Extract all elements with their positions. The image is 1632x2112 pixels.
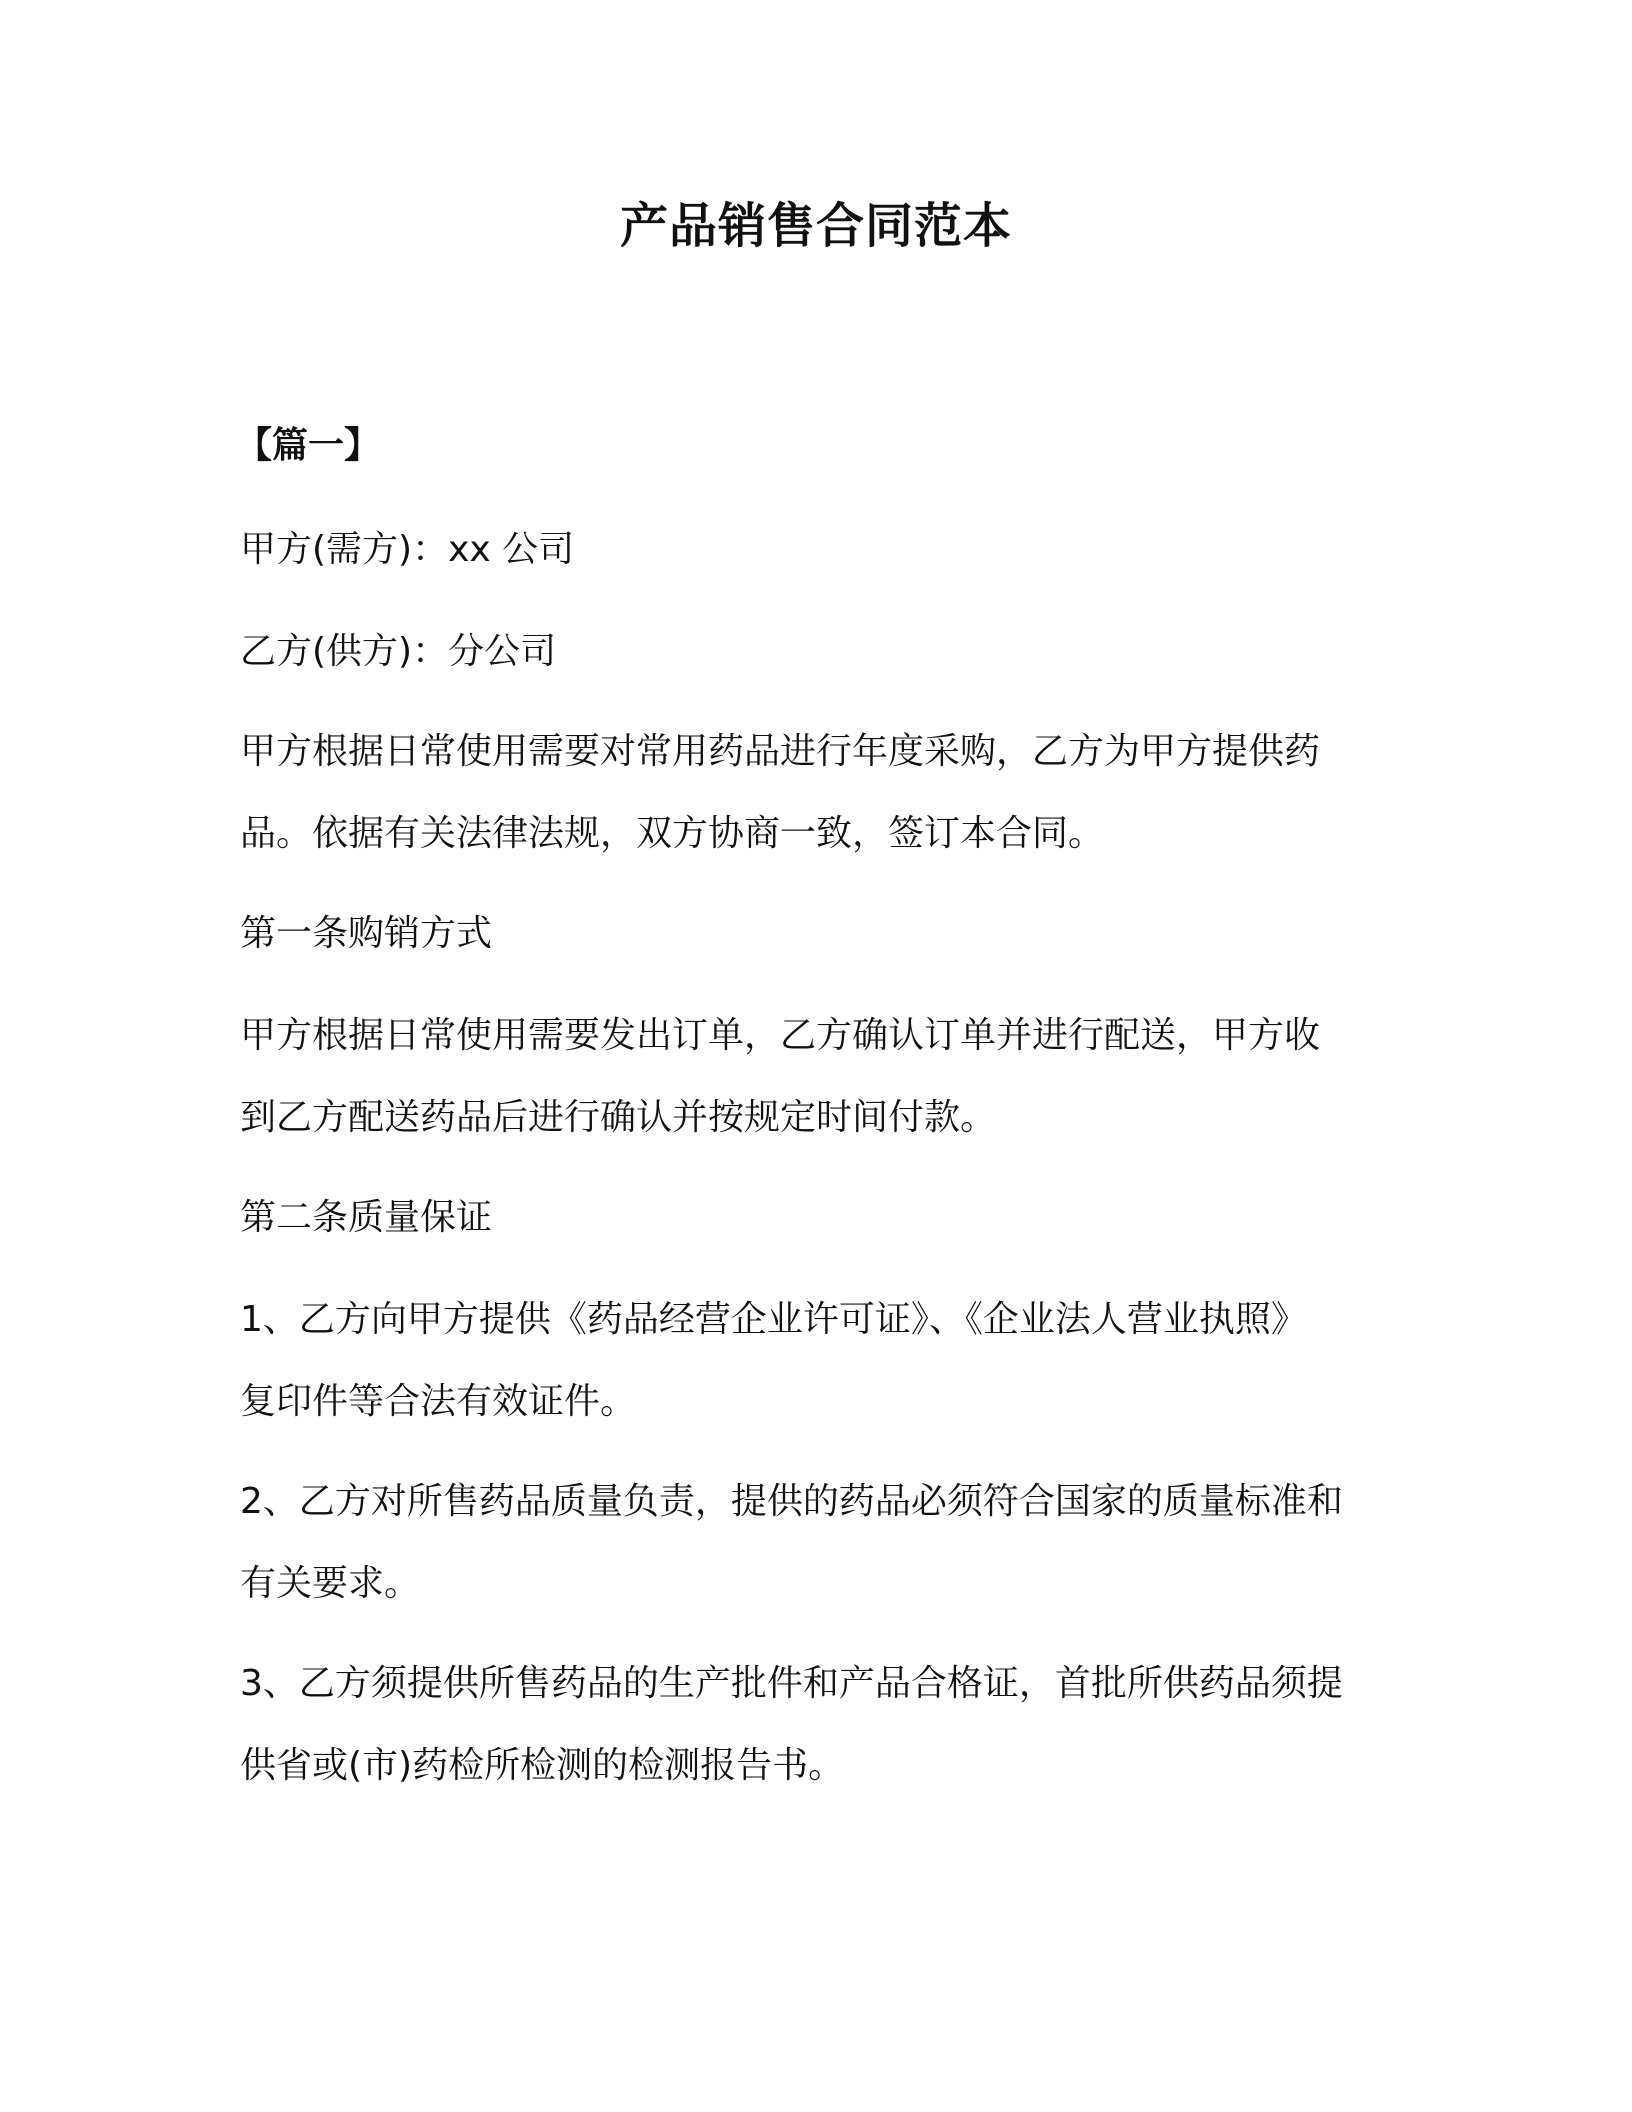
article2-heading: 第二条质量保证: [240, 1197, 493, 1238]
article2-item3-line-2: 供省或(市)药检所检测的检测报告书。: [240, 1745, 845, 1786]
document-title: 产品销售合同范本: [619, 198, 1012, 254]
intro-line-2: 品。依据有关法律法规，双方协商一致，签订本合同。: [240, 813, 1105, 854]
article1-line-2: 到乙方配送药品后进行确认并按规定时间付款。: [240, 1097, 997, 1138]
article2-item2-line-1: 2、乙方对所售药品质量负责，提供的药品必须符合国家的质量标准和: [240, 1481, 1343, 1522]
section-tag: 【篇一】: [236, 425, 381, 466]
article2-item3-line-1: 3、乙方须提供所售药品的生产批件和产品合格证，首批所供药品须提: [240, 1663, 1343, 1704]
intro-line-1: 甲方根据日常使用需要对常用药品进行年度采购，乙方为甲方提供药: [240, 731, 1321, 772]
article1-heading: 第一条购销方式: [240, 913, 493, 954]
party-b-line: 乙方(供方)：分公司: [240, 631, 557, 672]
article1-line-1: 甲方根据日常使用需要发出订单，乙方确认订单并进行配送，甲方收: [240, 1015, 1321, 1056]
article2-item1-line-2: 复印件等合法有效证件。: [240, 1381, 637, 1422]
party-a-line: 甲方(需方)：xx 公司: [240, 529, 575, 570]
article2-item1-line-1: 1、乙方向甲方提供《药品经营企业许可证》、《企业法人营业执照》: [240, 1299, 1307, 1340]
article2-item2-line-2: 有关要求。: [240, 1563, 421, 1604]
